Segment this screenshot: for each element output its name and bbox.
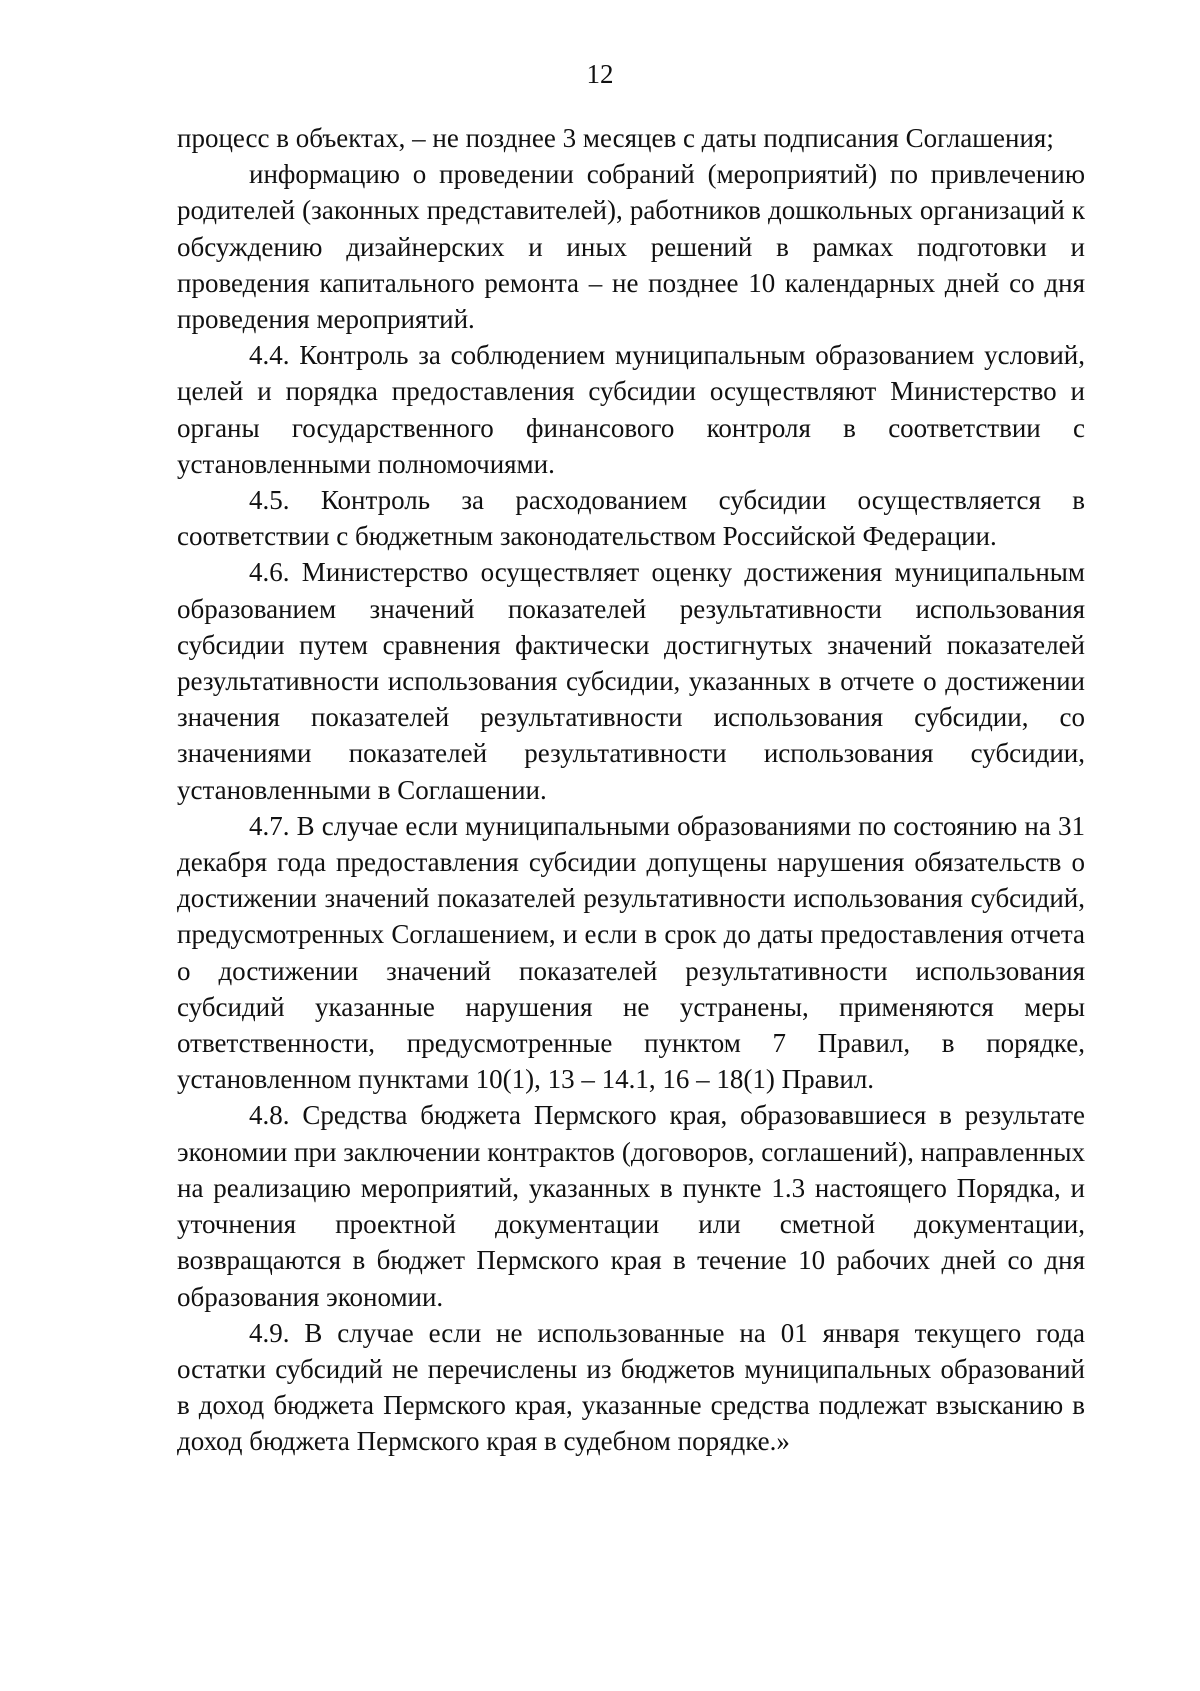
paragraph-continuation: процесс в объектах, – не позднее 3 месяцев с даты подписания Соглашения; [177,123,1054,153]
paragraph-4-5: 4.5. Контроль за расходованием субсидии осуществляется в соответствии с бюджетным законодательством Российской Федерации. [177,485,1085,552]
page-number: 12 [586,59,614,89]
paragraph-4-9: 4.9. В случае если не использованные на 01 января текущего года остатки субсидий не перечислены из бюджетов муниципальных образований в доход бюджета Пермского края, указанные средства подлежат взысканию в доход бюджета Пермского края в судебном порядке.» [177,1317,1085,1457]
paragraph-meetings-info: информацию о проведении собраний (мероприятий) по привлечению родителей (законных представителей), работников дошкольных организаций к обсуждению дизайнерских и иных решений в рамках подготовки и проведения капитального ремонта – не позднее 10 календарных дней со дня проведения мероприятий. [177,159,1085,335]
paragraph-4-8: 4.8. Средства бюджета Пермского края, образовавшиеся в результате экономии при заключении контрактов (договоров, соглашений), направленных на реализацию мероприятий, указанных в пункте 1.3 настоящего Порядка, и уточнения проектной документации или сметной документации, возвращаются в бюджет Пермского края в течение 10 рабочих дней со дня образования экономии. [177,1100,1085,1312]
document-body [177,120,1085,1460]
paragraph-4-6: 4.6. Министерство осуществляет оценку достижения муниципальным образованием значений показателей результативности использования субсидии путем сравнения фактически достигнутых значений показателей результативности использования субсидии, указанных в отчете о достижении значения показателей результативности использования субсидии, со значениями показателей результативности использования субсидии, установленными в Соглашении. [177,557,1085,805]
paragraph-4-4: 4.4. Контроль за соблюдением муниципальным образованием условий, целей и порядка предоставления субсидии осуществляют Министерство и органы государственного финансового контроля в соответствии с установленными полномочиями. [177,340,1085,479]
paragraph-4-7: 4.7. В случае если муниципальными образованиями по состоянию на 31 декабря года предоставления субсидии допущены нарушения обязательств о достижении значений показателей результативности использования субсидий, предусмотренных Соглашением, и если в срок до даты предоставления отчета о достижении значений показателей результативности использования субсидий указанные нарушения не устранены, применяются меры ответственности, предусмотренные пунктом 7 Правил, в порядке, установленном пунктами 10(1), 13 – 14.1, 16 – 18(1) Правил. [177,810,1085,1095]
